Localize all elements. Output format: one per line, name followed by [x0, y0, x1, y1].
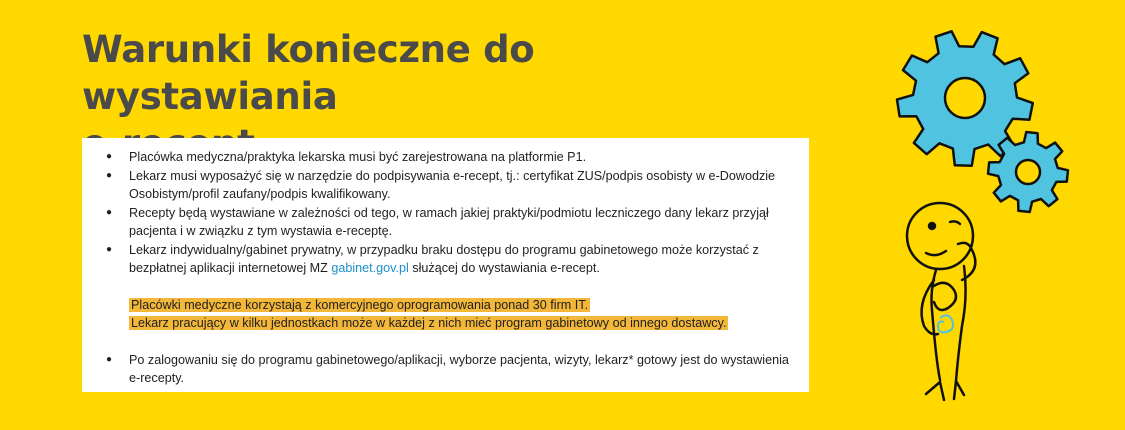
list-item: ● Placówka medyczna/praktyka lekarska musi być zarejestrowana na platformie P1. — [104, 148, 789, 167]
thinking-figure-illustration — [860, 18, 1100, 418]
requirements-list — [104, 148, 789, 278]
bullet-4-text-end: służącej do wystawiania e-recept. — [408, 261, 600, 275]
highlight-note — [129, 296, 789, 333]
bullet-4-text-start: Lekarz indywidualny/gabinet prywatny, w przypadku braku dostępu do programu gabinetowego może korzystać z bezpłatnej aplikacji internetowej MZ — [129, 242, 759, 275]
login-list — [104, 351, 789, 388]
body-scribble-icon — [938, 315, 953, 332]
highlight-line-1: Placówki medyczne korzystają z komercyjnego oprogramowania ponad 30 firm IT. — [131, 297, 589, 312]
highlight-line-2: Lekarz pracujący w kilku jednostkach może w każdej z nich mieć program gabinetowy od innego dostawcy. — [131, 316, 727, 330]
figure-icon — [907, 203, 975, 400]
list-item: ● Po zalogowaniu się do programu gabinetowego/aplikacji, wyborze pacjenta, wizyty, lekarz* gotowy jest do wystawienia e-recepty. — [104, 351, 789, 388]
list-item: ● Recepty będą wystawiane w zależności od tego, w ramach jakiej praktyki/podmiotu leczniczego dany lekarz przyjął pacjenta i w związku z tym wystawia e-receptę. — [104, 204, 789, 241]
list-item: ● Lekarz musi wyposażyć się w narzędzie do podpisywania e-recept, tj.: certyfikat ZUS/podpis osobisty w e-Dowodzie Osobistym/profil zaufany/podpis kwalifikowany. — [104, 167, 789, 204]
content-card — [82, 138, 809, 392]
list-item — [104, 241, 789, 278]
gear-small-icon — [988, 132, 1068, 212]
title-line-1: Warunki konieczne do wystawiania — [82, 28, 535, 118]
gabinet-link[interactable]: gabinet.gov.pl — [331, 261, 409, 275]
